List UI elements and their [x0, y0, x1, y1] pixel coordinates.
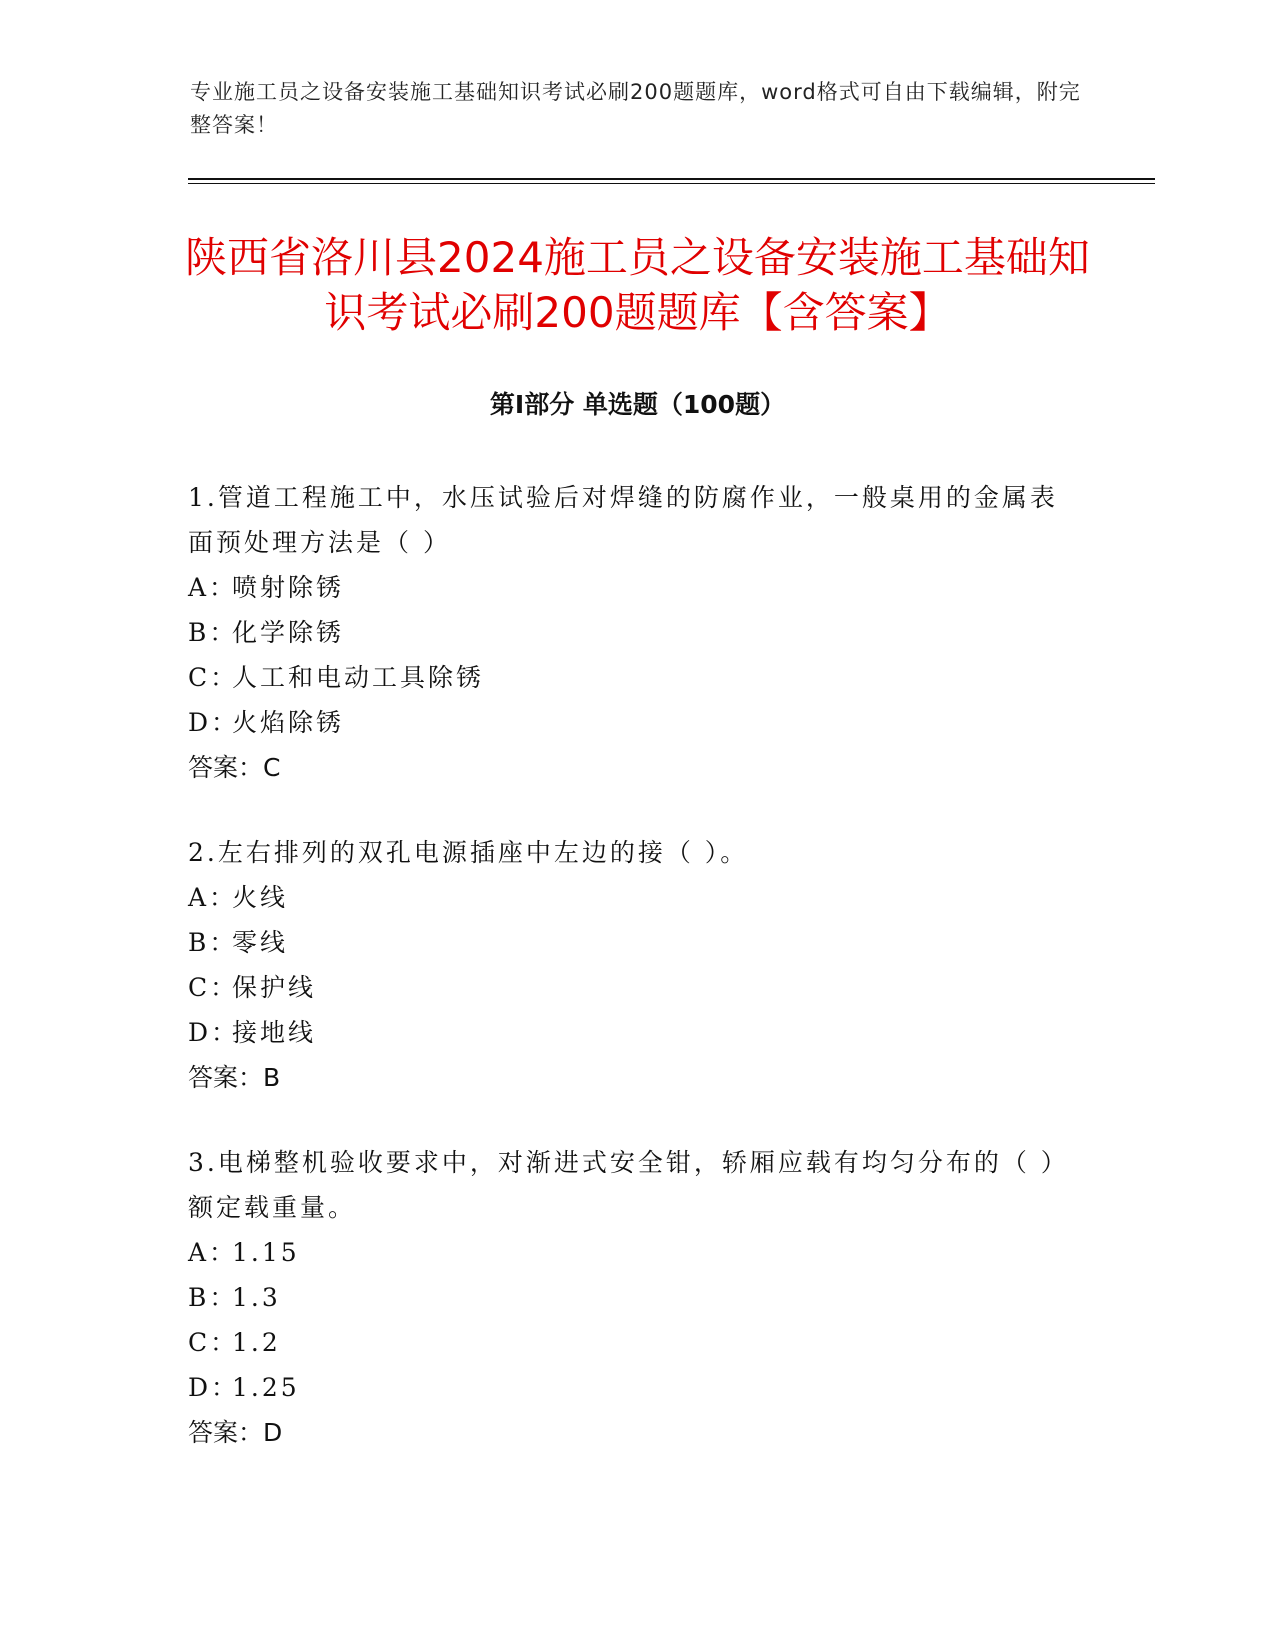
option-text: 火焰除锈 — [232, 708, 345, 737]
option-key: C： — [188, 973, 239, 1002]
question-stem: 3.电梯整机验收要求中，对渐进式安全钳，轿厢应载有均匀分布的（ ）额定载重量。 — [188, 1148, 1057, 1222]
option-key: A： — [188, 1238, 238, 1267]
question-list — [188, 475, 1068, 1495]
option-a — [188, 1230, 1068, 1275]
option-text: 保护线 — [232, 973, 317, 1002]
option-d — [188, 1010, 1068, 1055]
option-text: 火线 — [232, 883, 289, 912]
option-text: 1.2 — [232, 1328, 281, 1357]
option-text: 喷射除锈 — [232, 573, 345, 602]
option-text: 零线 — [232, 928, 289, 957]
option-d — [188, 1365, 1068, 1410]
option-d — [188, 700, 1068, 745]
option-key: D： — [188, 708, 240, 737]
option-key: D： — [188, 1373, 240, 1402]
option-c — [188, 655, 1068, 700]
option-a — [188, 875, 1068, 920]
question-stem: 1.管道工程施工中，水压试验后对焊缝的防腐作业，一般桌用的金属表面预处理方法是（ ） — [188, 483, 1058, 557]
option-key: B： — [188, 928, 238, 957]
option-c — [188, 965, 1068, 1010]
option-c — [188, 1320, 1068, 1365]
option-text: 人工和电动工具除锈 — [232, 663, 485, 692]
answer: 答案：C — [188, 753, 281, 782]
option-text: 1.25 — [232, 1373, 300, 1402]
option-key: B： — [188, 618, 238, 647]
option-text: 1.15 — [232, 1238, 300, 1267]
option-key: C： — [188, 663, 239, 692]
option-key: C： — [188, 1328, 239, 1357]
option-b — [188, 610, 1068, 655]
question-stem: 2.左右排列的双孔电源插座中左边的接（ ）。 — [188, 838, 749, 867]
header-divider-thick — [188, 178, 1155, 180]
option-key: A： — [188, 573, 238, 602]
document-title: 陕西省洛川县2024施工员之设备安装施工基础知识考试必刷200题题库【含答案】 — [185, 233, 1090, 337]
answer: 答案：D — [188, 1418, 283, 1447]
section-heading: 第I部分 单选题（100题） — [489, 390, 786, 419]
option-text: 1.3 — [232, 1283, 281, 1312]
header-divider-thin — [188, 183, 1155, 184]
question-2 — [188, 830, 1068, 1100]
answer: 答案：B — [188, 1063, 281, 1092]
option-b — [188, 1275, 1068, 1320]
option-key: D： — [188, 1018, 240, 1047]
question-1 — [188, 475, 1068, 790]
option-text: 接地线 — [232, 1018, 317, 1047]
option-key: A： — [188, 883, 238, 912]
option-key: B： — [188, 1283, 238, 1312]
question-3 — [188, 1140, 1068, 1455]
header-note: 专业施工员之设备安装施工基础知识考试必刷200题题库，word格式可自由下载编辑，附完整答案！ — [190, 80, 1081, 137]
option-b — [188, 920, 1068, 965]
option-text: 化学除锈 — [232, 618, 345, 647]
option-a — [188, 565, 1068, 610]
